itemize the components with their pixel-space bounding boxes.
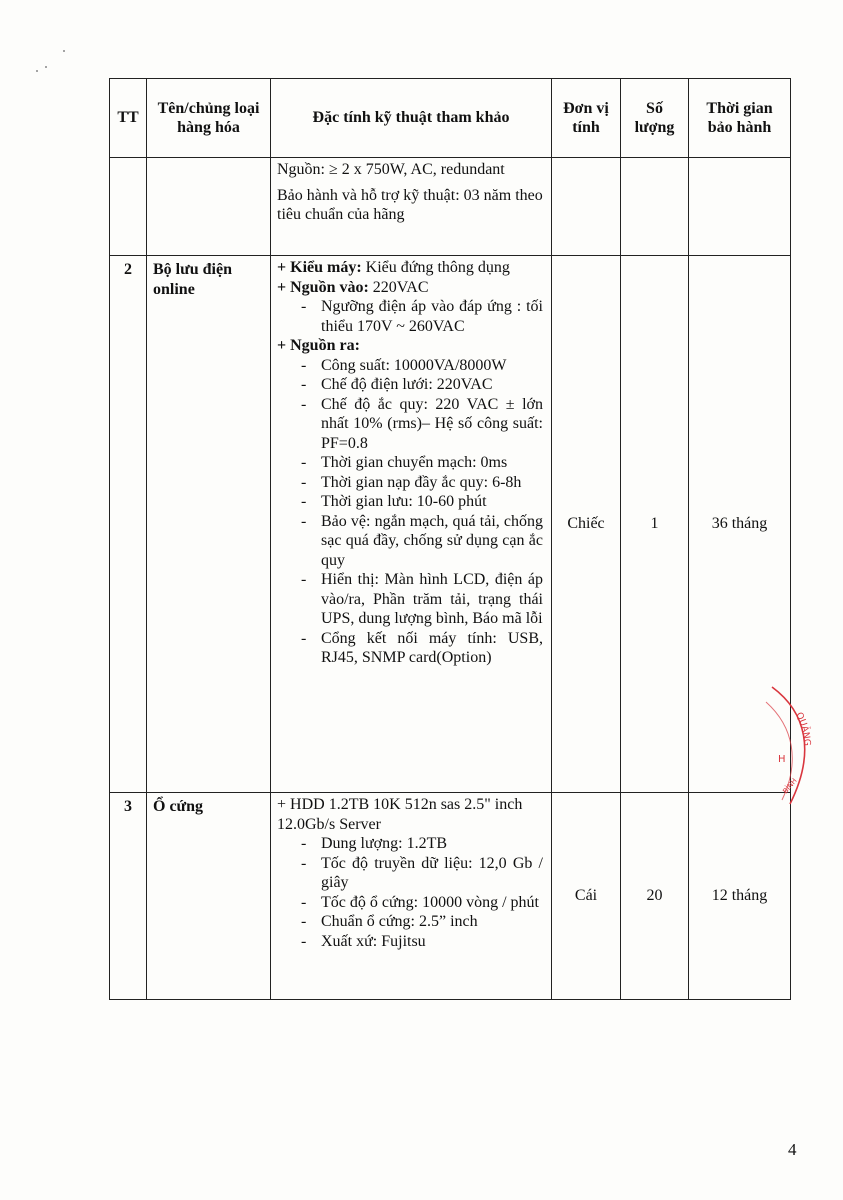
spec-item: - Cổng kết nối máy tính: USB, RJ45, SNMP card(Option) [297, 629, 543, 668]
cell-tt-empty [110, 158, 147, 256]
cell-unit-empty [552, 158, 621, 256]
spec-heading [277, 278, 543, 298]
spec-heading [277, 258, 543, 278]
cell-warranty-empty [689, 158, 791, 256]
spec-item: - Dung lượng: 1.2TB [297, 834, 543, 854]
red-seal-stamp [764, 682, 824, 812]
table-row [110, 793, 791, 1000]
spec-heading-label: + Nguồn vào: [277, 278, 369, 296]
spec-item: - Công suất: 10000VA/8000W [297, 356, 543, 376]
svg-text:QUẢNG: QUẢNG [793, 710, 812, 747]
spec-item: - Chế độ điện lưới: 220VAC [297, 375, 543, 395]
col-header-qty: Số lượng [621, 79, 689, 158]
spec-item-list [277, 297, 543, 336]
cell-warranty: 12 tháng [689, 793, 791, 1000]
spec-item: - Ngưỡng điện áp vào đáp ứng : tối thiểu 170V ~ 260VAC [297, 297, 543, 336]
cell-spec [271, 256, 552, 793]
cell-tt [110, 793, 147, 1000]
spec-heading [277, 795, 543, 834]
item-name: Bộ lưu điện online [153, 261, 232, 298]
spec-line: Bảo hành và hỗ trợ kỹ thuật: 03 năm theo tiêu chuẩn của hãng [277, 186, 543, 223]
spec-item-list [277, 356, 543, 668]
cell-unit: Chiếc [552, 256, 621, 793]
col-header-unit: Đơn vị tính [552, 79, 621, 158]
spec-item: - Bảo vệ: ngắn mạch, quá tải, chống sạc quá đầy, chống sử dụng cạn ắc quy [297, 512, 543, 571]
cell-qty: 20 [621, 793, 689, 1000]
cell-name [147, 256, 271, 793]
cell-qty: 1 [621, 256, 689, 793]
row-number: 3 [124, 798, 132, 815]
table-row-continuation [110, 158, 791, 256]
row-number: 2 [124, 261, 132, 278]
col-header-warranty: Thời gian bảo hành [689, 79, 791, 158]
spec-item-list [277, 834, 543, 951]
col-header-spec: Đặc tính kỹ thuật tham khảo [271, 79, 552, 158]
scan-speck [45, 66, 47, 68]
goods-spec-table [109, 78, 791, 1000]
spec-heading-text: 220VAC [368, 278, 429, 296]
spec-item: - Xuất xứ: Fujitsu [297, 932, 543, 952]
spec-item: - Tốc độ ổ cứng: 10000 vòng / phút [297, 893, 543, 913]
spec-item: - Tốc độ truyền dữ liệu: 12,0 Gb / giây [297, 854, 543, 893]
spec-item: - Hiển thị: Màn hình LCD, điện áp vào/ra, Phần trăm tải, trạng thái UPS, dung lượng bình, Báo mã lỗi [297, 570, 543, 629]
spec-heading-text: + HDD 1.2TB 10K 512n sas 2.5" inch 12.0Gb/s Server [277, 796, 523, 833]
col-header-name: Tên/chủng loại hàng hóa [147, 79, 271, 158]
spec-line: Nguồn: ≥ 2 x 750W, AC, redundant [277, 161, 505, 178]
cell-warranty: 36 tháng [689, 256, 791, 793]
scan-speck [36, 70, 38, 72]
spec-heading-label: + Kiểu máy: [277, 259, 362, 276]
cell-qty-empty [621, 158, 689, 256]
scan-speck [63, 50, 65, 52]
spec-item: - Chế độ ắc quy: 220 VAC ± lớn nhất 10% (rms)– Hệ số công suất: PF=0.8 [297, 395, 543, 454]
cell-name-empty [147, 158, 271, 256]
cell-spec-continuation [271, 158, 552, 256]
svg-text:BÌNH: BÌNH [781, 776, 799, 796]
table-header-row [110, 79, 791, 158]
spec-item: - Chuẩn ổ cứng: 2.5” inch [297, 912, 543, 932]
item-name: Ổ cứng [153, 798, 204, 815]
spec-heading-text: Kiểu đứng thông dụng [361, 259, 510, 276]
cell-name [147, 793, 271, 1000]
spec-item: - Thời gian chuyển mạch: 0ms [297, 453, 543, 473]
col-header-tt: TT [110, 79, 147, 158]
spec-item: - Thời gian nạp đầy ắc quy: 6-8h [297, 473, 543, 493]
cell-unit: Cái [552, 793, 621, 1000]
spec-heading [277, 336, 543, 356]
cell-tt [110, 256, 147, 793]
spec-heading-label: + Nguồn ra: [277, 337, 360, 354]
svg-text:H: H [778, 754, 786, 765]
table-row [110, 256, 791, 793]
spec-item: - Thời gian lưu: 10-60 phút [297, 492, 543, 512]
page-number: 4 [788, 1140, 797, 1159]
cell-spec [271, 793, 552, 1000]
